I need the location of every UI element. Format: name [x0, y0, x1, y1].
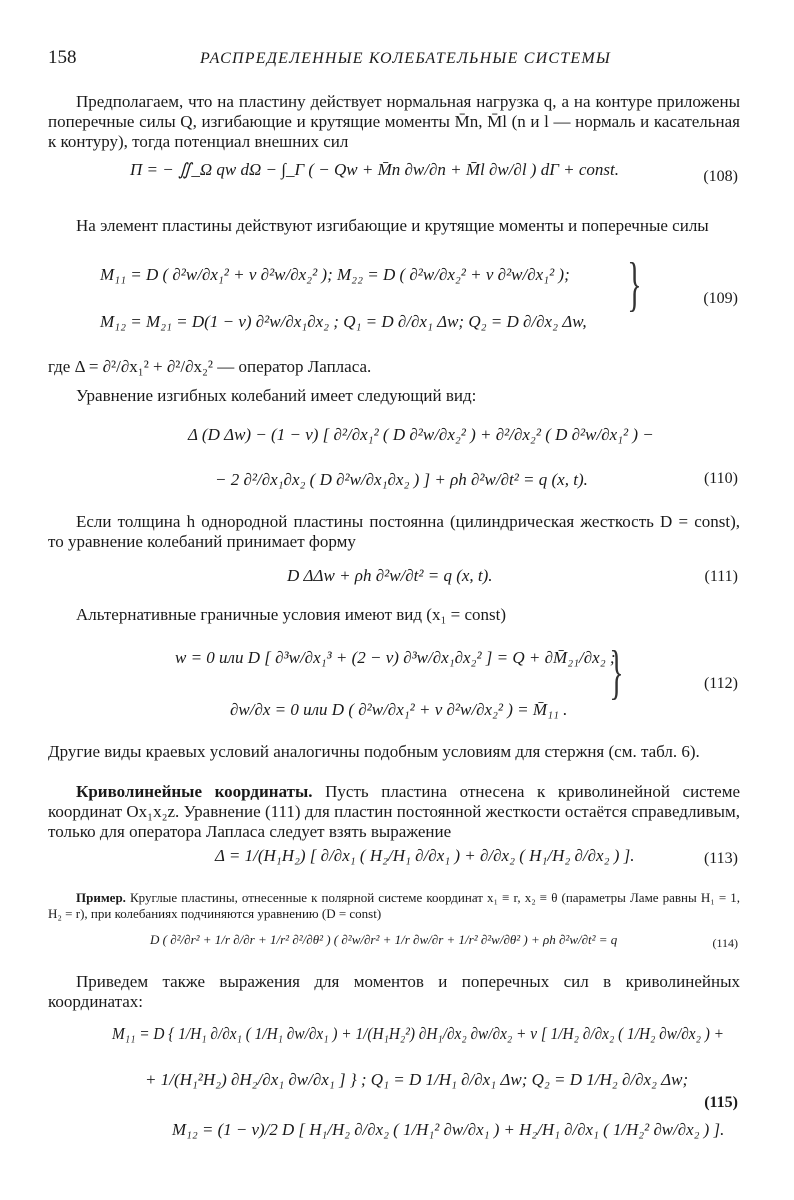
- equation-number-108: (108): [703, 168, 738, 185]
- example-label: Пример.: [76, 890, 126, 905]
- equation-115-line3: M₁₂ = (1 − ν)/2 D [ H₁/H₂ ∂/∂x₂ ( 1/H₁² ∂w/∂x₁ ) + H₂/H₁ ∂/∂x₁ ( 1/H₂² ∂w/∂x₂ ) ].: [172, 1120, 725, 1139]
- equation-number-110: (110): [703, 470, 738, 487]
- paragraph-curvilinear-body: Пусть пластина отнесена к криволинейной системе координат Ox₁x₂z. Уравнение (111) для пластин постоянной жесткости остаётся справедливым, только для оператора Лапласа следует взять выражение: [48, 782, 740, 841]
- paragraph-other-conditions: Другие виды краевых условий аналогичны подобным условиям для стержня (см. табл. 6).: [48, 742, 700, 761]
- paragraph-boundary: Альтернативные граничные условия имеют вид (x₁ = const): [76, 605, 507, 624]
- right-brace-112: }: [609, 639, 624, 705]
- equation-number-113: (113): [703, 850, 738, 867]
- paragraph-curvilinear-moments: Приведем также выражения для моментов и поперечных сил в криволинейных координатах:: [48, 972, 740, 1011]
- equation-115-line1: M₁₁ = D { 1/H₁ ∂/∂x₁ ( 1/H₁ ∂w/∂x₁ ) + 1/(H₁H₂²) ∂H₁/∂x₂ ∂w/∂x₂ + ν [ 1/H₂ ∂/∂x₂ ( 1/H₂ ∂w/∂x₂ ) +: [112, 1024, 725, 1043]
- equation-number-111: (111): [704, 568, 738, 585]
- paragraph-load: Предполагаем, что на пластину действует нормальная нагрузка q, а на контуре приложены поперечные силы Q, изгибающие и крутящие моменты M̄n, M̄l (n и l — нормаль и касательная к контуру), тогда потенциал внешних сил: [48, 92, 740, 151]
- equation-108: Π = − ∬_Ω qw dΩ − ∫_Γ ( − Qw + M̄n ∂w/∂n + M̄l ∂w/∂l ) dΓ + const.: [130, 160, 619, 179]
- paragraph-bending: Уравнение изгибных колебаний имеет следующий вид:: [76, 386, 477, 405]
- heading-curvilinear: Криволинейные координаты.: [76, 782, 313, 801]
- equation-114: D ( ∂²/∂r² + 1/r ∂/∂r + 1/r² ∂²/∂θ² ) ( ∂²w/∂r² + 1/r ∂w/∂r + 1/r² ∂²w/∂θ² ) + ρh ∂²w/∂t² = q: [150, 932, 618, 947]
- equation-109-line1: M₁₁ = D ( ∂²w/∂x₁² + ν ∂²w/∂x₂² ); M₂₂ = D ( ∂²w/∂x₂² + ν ∂²w/∂x₁² );: [100, 265, 570, 284]
- example-paragraph: [48, 890, 740, 922]
- paragraph-thickness: Если толщина h однородной пластины постоянна (цилиндрическая жесткость D = const), то уравнение колебаний принимает форму: [48, 512, 740, 551]
- page-number: 158: [48, 47, 77, 68]
- equation-115-line2: + 1/(H₁²H₂) ∂H₂/∂x₁ ∂w/∂x₁ ] } ; Q₁ = D 1/H₁ ∂/∂x₁ Δw; Q₂ = D 1/H₂ ∂/∂x₂ Δw;: [145, 1070, 689, 1089]
- equation-112-line1: w = 0 или D [ ∂³w/∂x₁³ + (2 − ν) ∂³w/∂x₁∂x₂² ] = Q + ∂M̄₂₁/∂x₂ ;: [175, 648, 616, 667]
- equation-number-115: (115): [704, 1094, 738, 1111]
- right-brace-109: }: [627, 251, 642, 317]
- equation-109-line2: M₁₂ = M₂₁ = D(1 − ν) ∂²w/∂x₁∂x₂ ; Q₁ = D ∂/∂x₁ Δw; Q₂ = D ∂/∂x₂ Δw,: [100, 312, 587, 331]
- equation-number-109: (109): [703, 290, 738, 307]
- equation-112-line2: ∂w/∂x = 0 или D ( ∂²w/∂x₁² + ν ∂²w/∂x₂² ) = M̄₁₁ .: [230, 700, 568, 719]
- paragraph-moments: На элемент пластины действуют изгибающие и крутящие моменты и поперечные силы: [76, 216, 709, 235]
- equation-number-112: (112): [703, 675, 738, 692]
- equation-number-114: (114): [712, 936, 738, 950]
- equation-110-line1: Δ (D Δw) − (1 − ν) [ ∂²/∂x₁² ( D ∂²w/∂x₂² ) + ∂²/∂x₂² ( D ∂²w/∂x₁² ) −: [188, 425, 654, 444]
- running-title: РАСПРЕДЕЛЕННЫЕ КОЛЕБАТЕЛЬНЫЕ СИСТЕМЫ: [200, 50, 612, 67]
- paragraph-curvilinear: [48, 782, 740, 842]
- equation-111: D ΔΔw + ρh ∂²w/∂t² = q (x, t).: [287, 566, 493, 585]
- example-body: Круглые пластины, отнесенные к полярной системе координат x₁ ≡ r, x₂ ≡ θ (параметры Ламе равны H₁ = 1, H₂ = r), при колебаниях подчиняются уравнению (D = const): [48, 890, 740, 921]
- paragraph-laplace: где Δ = ∂²/∂x₁² + ∂²/∂x₂² — оператор Лапласа.: [48, 357, 372, 376]
- equation-110-line2: − 2 ∂²/∂x₁∂x₂ ( D ∂²w/∂x₁∂x₂ ) ] + ρh ∂²w/∂t² = q (x, t).: [215, 470, 588, 489]
- equation-113: Δ = 1/(H₁H₂) [ ∂/∂x₁ ( H₂/H₁ ∂/∂x₁ ) + ∂/∂x₂ ( H₁/H₂ ∂/∂x₂ ) ].: [215, 846, 635, 865]
